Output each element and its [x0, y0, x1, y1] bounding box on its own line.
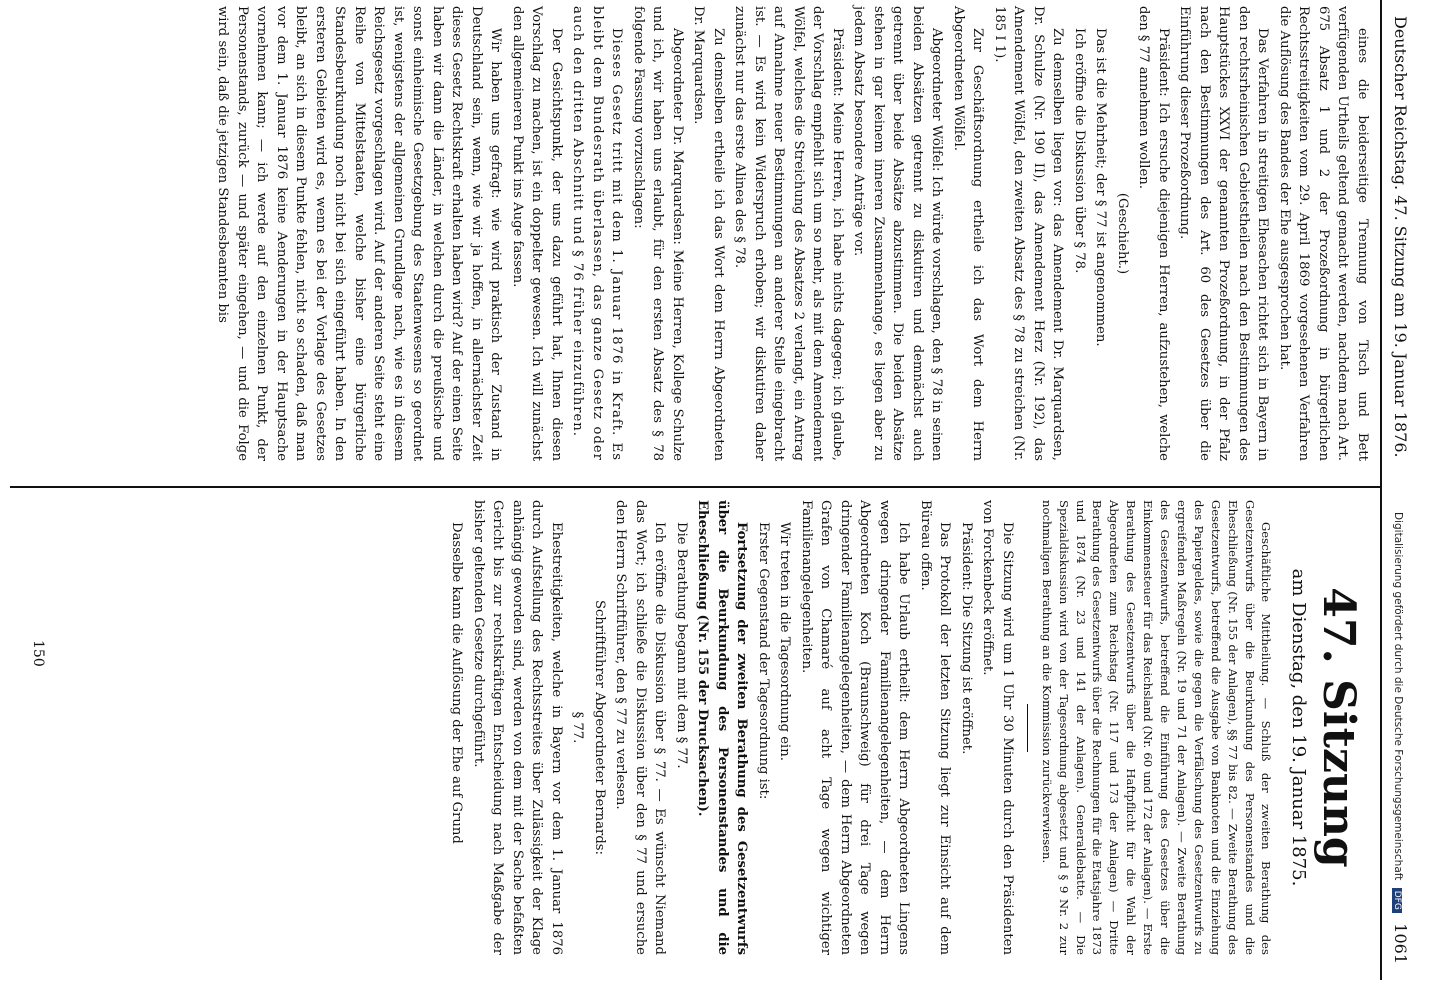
paragraph: Das Verfahren in streitigen Ehesachen richtet sich in Bayern in den rechtsrheinischen Gebietstheilen nach den Bestimmungen des Hauptstückes XXVI der genannten Prozeßordnung, in der Pfalz nach den Bestimmungen des Art. 60 des Gesetzes über die Einführung dieser Prozeßordnung.	[1177, 6, 1271, 461]
paragraph: Präsident: Ich ersuche diejenigen Herren, aufzustehen, welche den § 77 annehmen wollen.	[1136, 6, 1171, 461]
speaker-line: Schriftführer Abgeordneter Bernards:	[591, 600, 607, 855]
section-number: § 77.	[570, 711, 586, 744]
paragraph: Die Berathung begann mit dem § 77.	[673, 522, 689, 769]
section-text: Ehestreitigkeiten, welche in Bayern vor dem 1. Januar 1876 durch Aufstellung des Rechtsstreites über Zulässigkeit der Klage anhängig geworden sind, werden von dem mit der Sache befaßten Gericht bis zur rechtskräftigen Entscheidung nach Maßgabe der bisher geltenden Gesetze durchgeführt.	[470, 500, 564, 955]
paragraph: Das ist die Mehrheit; der § 77 ist angenommen.	[1093, 28, 1109, 347]
dfg-logo: DFG	[1392, 888, 1402, 913]
paragraph: eines die beiderseitige Trennung von Tisch und Bett verfügenden Urtheils geltend gemacht werden, nachdem nach Art. 675 Absatz 1 und 2 der Prozeßordnung in bürgerlichen Rechtsstreitigkeiten vom 29. April 1869 vorgesehenen Verfahren die Auflösung des Bandes der Ehe ausgesprochen hat.	[1277, 6, 1370, 461]
session-title: 47. Sitzung	[1313, 587, 1364, 868]
paragraph: Ich habe Urlaub ertheilt: dem Herrn Abgeordneten Lingens wegen dringender Familienangelegenheiten, — dem Herrn Abgeordneten Koch (Braunschweig) für drei Tage wegen dringender Familienangelegenheiten, — dem Herrn Abgeordneten Grafen von Chamaré auf acht Tage wegen wichtiger Familienangelegenheiten.	[798, 500, 912, 955]
right-column	[445, 500, 1372, 955]
paragraph: Dasselbe kann die Auflösung der Ehe auf Grund	[449, 522, 465, 844]
paragraph: Das Protokoll der letzten Sitzung liegt zur Einsicht auf dem Büreau offen.	[917, 500, 953, 955]
paragraph: Präsident: Meine Herren, ich habe nichts dagegen; ich glaube, der Vorschlag empfiehlt sich um so mehr, als mit dem Amendement Wölfel, welches die Streichung des Absatzes 2 verlangt, ein Antrag auf Annahme neuer Bestimmungen an anderer Stelle eingebracht ist. — Es wird kein Widerspruch erhoben; wir diskutiren daher zunächst nur das erste Alinea des § 78.	[732, 6, 845, 461]
column-divider	[10, 486, 1380, 488]
header-rule	[1380, 0, 1382, 980]
paragraph: Zu demselben ertheile ich das Wort dem Herrn Abgeordneten Dr. Marquardsen.	[691, 6, 726, 461]
agenda-summary: Geschäftliche Mittheilung. — Schluß der zweiten Berathung des Gesetzentwurfs über die Beurkundung des Personenstandes und die Eheschließung (Nr. 155 der Anlagen), §§ 77 bis 82. — Zweite Berathung des Gesetzentwurfs, betreffend die Ausgabe von Banknoten und die Einziehung des Papiergeldes, sowie die gegen die Verfälschung des Gesetzentwurfs zu ergreifenden Maßregeln (Nr. 19 und 71 der Anlagen). — Zweite Berathung des Gesetzentwurfs, betreffend die Einführung des Gesetzes über die Einkommensteuer für das Reichsland (Nr. 60 und 172 der Anlagen). — Erste Berathung des Gesetzentwurfs über die Haftpflicht für die Wahl der Abgeordneten zum Reichstag (Nr. 117 und 173 der Anlagen) — Dritte Berathung des Gesetzentwurfs über die Rechnungen für die Etatsjahre 1873 und 1874 (Nr. 23 und 141 der Anlagen). Generaldebatte. — Die Spezialdiskussion wird von der Tagesordnung abgesetzt und § 9 Nr. 2 zur nochmaligen Berathung an die Kommission zurückverwiesen.	[1039, 500, 1274, 955]
paragraph: Präsident: Die Sitzung ist eröffnet.	[958, 522, 974, 755]
divider	[1027, 704, 1028, 752]
credit-text: Digitalisierung gefördert durch die Deutsche Forschungsgemeinschaft	[1392, 512, 1404, 881]
paragraph: Ich eröffne die Diskussion über § 78.	[1072, 28, 1087, 274]
paragraph: Ich eröffne die Diskussion über § 77. — Es wünscht Niemand das Wort; ich schließe die Diskussion über den § 77 und ersuche den Herrn Schriftführer, den § 77 zu verlesen.	[613, 500, 668, 955]
paragraph: Abgeordneter Wölfel: Ich würde vorschlagen, den § 78 in seinen beiden Absätzen getrennt zu diskutiren und demnächst auch getrennt über beide Absätze abzustimmen. Die beiden Absätze stehen in gar keinem inneren Zusammenhange, es liegen aber zu jedem Absatz besondere Anträge vor.	[851, 6, 945, 461]
page-number: 1061	[1391, 923, 1410, 964]
session-date: am Dienstag, den 19. Januar 1875.	[1288, 568, 1309, 887]
paragraph: Wir haben uns gefragt: wie wird praktisch der Zustand in Deutschland sein, wenn, wie wir ja hoffen, in allernächster Zeit dieses Gesetz Rechtskraft erhalten haben wird? Auf der einen Seite haben wir dann die Länder, in welchen durch die preußische und sonst einheimische Gesetzgebung des Staatenwesens so geordnet ist, wenigstens der allgemeinen Grundlage nach, wie es in diesem Reichsgesetz vorgeschlagen wird. Auf der anderen Seite steht eine Reihe von Mittelstaaten, welche bisher eine bürgerliche Standesbeurkundung noch nicht bei sich eingeführt haben. In den ersteren Gebieten wird es, wenn es bei der Vorlage des Gesetzes bleibt, an sich in diesem Punkte fehlen, nicht so schaden, daß man vor dem 1. Januar 1876 keine Aenderungen in der Hauptsache vornehmen kann; — ich werde auf den einzelnen Punkt, der Personenstands, zurück — und später eingehen, — und die Folge wird sein, daß die jetzigen Standesbeamten bis	[215, 6, 504, 461]
paragraph: Abgeordneter Dr. Marquardsen: Meine Herren, Kollege Schulze und ich, wir haben uns erlaubt, für den ersten Absatz des § 78 folgende Fassung vorzuschlagen:	[631, 6, 685, 461]
agenda-item: Fortsetzung der zweiten Berathung des Gesetzentwurfs über die Beurkundung des Personenstandes und die Eheschließung (Nr. 155 der Drucksachen).	[695, 500, 750, 955]
quoted-proposal: Dieses Gesetz tritt mit dem 1. Januar 1876 in Kraft. Es bleibt dem Bundesrath überlassen, das ganze Gesetz oder auch den dritten Abschnitt und § 76 früher einzuführen.	[570, 6, 625, 461]
paragraph: Zu demselben liegen vor: das Amendement Dr. Marquardsen, Dr. Schulze (Nr. 190 II), das Amendement Herz (Nr. 192), das Amendement Wölfel, den zweiten Absatz des § 78 zu streichen (Nr. 185 I 1).	[992, 6, 1066, 461]
folio-number: 150	[30, 640, 46, 667]
running-header-title: Deutscher Reichstag. 47. Sitzung am 19. Januar 1876.	[1391, 16, 1410, 458]
paragraph: Die Sitzung wird um 1 Uhr 30 Minuten durch den Präsidenten von Forckenbeck eröffnet.	[980, 500, 1015, 955]
paragraph: Wir treten in die Tagesordnung ein.	[777, 522, 793, 761]
paragraph: Zur Geschäftsordnung ertheile ich das Wort dem Herrn Abgeordneten Wölfel.	[951, 6, 986, 461]
paragraph: Der Gesichtspunkt, der uns dazu geführt hat, Ihnen diesen Vorschlag zu machen, ist ein doppelter gewesen. Ich will zunächst den allgemeineren Punkt ins Auge fassen.	[510, 6, 564, 461]
paragraph: (Geschieht.)	[1115, 192, 1130, 275]
paragraph: Erster Gegenstand der Tagesordnung ist:	[755, 522, 771, 800]
left-column	[211, 6, 1372, 461]
digitization-credit	[1388, 512, 1404, 996]
